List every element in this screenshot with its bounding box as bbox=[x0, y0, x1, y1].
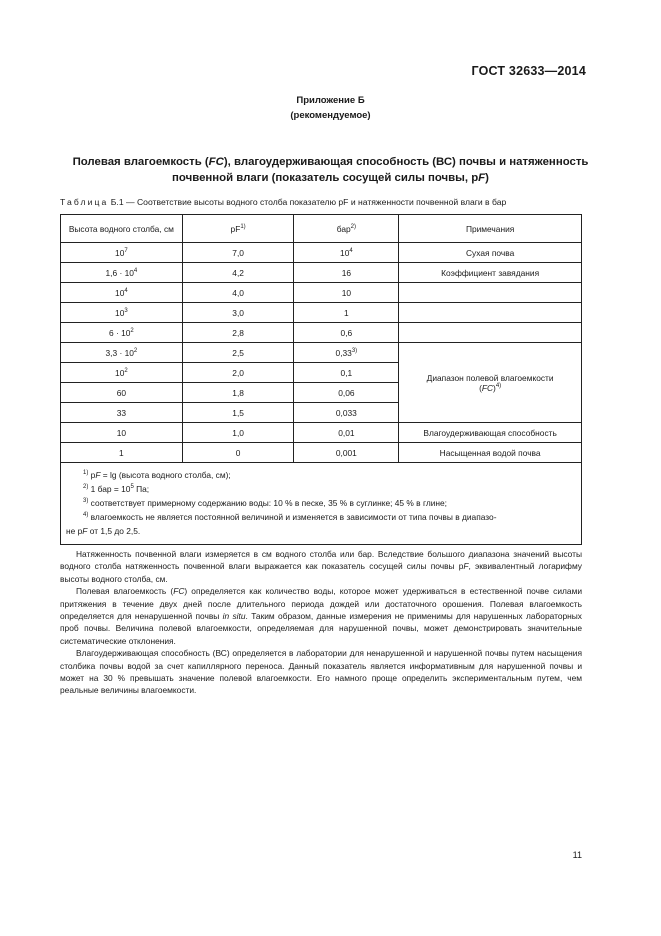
bar-cell: 0,33$^{3)}$ bbox=[294, 343, 399, 363]
height-cell: $10^4$ bbox=[61, 283, 183, 303]
bar-cell: 1 bbox=[294, 303, 399, 323]
col-header-bar: бар$^{2)}$ bbox=[294, 215, 399, 243]
pf-table bbox=[60, 214, 582, 545]
bar-cell: 16 bbox=[294, 263, 399, 283]
height-cell: 33 bbox=[61, 403, 183, 423]
paragraph: Влагоудерживающая способность (ВС) определяется в лаборатории для ненарушенной и нарушенной почвы путем насыщения столбика почвы водой за счет капиллярного переноса. Данный показатель является информативным для нарушенной почвы и может на 30 % превышать значение полевой влагоемкости. Его намного проще определить экспериментальным путем, чем реальные величины влагоемкости. bbox=[60, 648, 582, 696]
paragraph: Полевая влагоемкость (FC) определяется как количество воды, которое может удерживаться в естественной почве силами притяжения в течение двух дней после длительного периода дождей или достаточного орошения. Полевая влагоемкость определяется для ненарушенной почвы in situ. Таким образом, данные измерения не применимы для нарушенных лабораторных проб почвы. Величина полевой влагоемкости, определяемая для нарушенной почвы, может демонстрировать значительные систематические отклонения. bbox=[60, 586, 583, 646]
pf-cell: 7,0 bbox=[182, 243, 294, 263]
footnote-2: $^{2)}$ 1 бар = $10^5$ Па; bbox=[83, 484, 150, 494]
table-header-row bbox=[61, 215, 582, 243]
pf-cell: 1,5 bbox=[182, 403, 294, 423]
pf-cell: 3,0 bbox=[182, 303, 294, 323]
table-footnotes bbox=[61, 463, 582, 545]
height-cell: $1,6 \cdot 10^4$ bbox=[61, 263, 183, 283]
pf-cell: 2,0 bbox=[182, 363, 294, 383]
footnote-4-continued: не рF от 1,5 до 2,5. bbox=[66, 526, 141, 536]
table-row bbox=[61, 283, 582, 303]
bar-cell: 0,1 bbox=[294, 363, 399, 383]
height-cell: $6 \cdot 10^2$ bbox=[61, 323, 183, 343]
note-cell: Сухая почва bbox=[399, 243, 582, 263]
bar-cell: 0,001 bbox=[294, 443, 399, 463]
pf-cell: 4,0 bbox=[182, 283, 294, 303]
page-number: 11 bbox=[572, 850, 582, 860]
appendix-title: Приложение Б bbox=[296, 95, 365, 106]
bar-cell: 0,033 bbox=[294, 403, 399, 423]
paragraph: Натяженность почвенной влаги измеряется в см водного столба или бар. Вследствие большого диапазона значений высоты водного столба натяженность почвенной влаги выражается как показатель сосущей силы почвы рF, эквивалентный логарифму высоты водного столба, см. bbox=[60, 549, 582, 584]
pf-cell: 2,5 bbox=[182, 343, 294, 363]
footnote-1: $^{1)}$ рF = lg (высота водного столба, см); bbox=[83, 470, 231, 480]
bar-cell: 0,06 bbox=[294, 383, 399, 403]
table-row bbox=[61, 423, 582, 443]
footnote-4: $^{4)}$ влагоемкость не является постоянной величиной и изменяется в зависимости от типа почвы в диапазо- bbox=[83, 512, 497, 522]
height-cell: 60 bbox=[61, 383, 183, 403]
height-cell: $10^3$ bbox=[61, 303, 183, 323]
col-header-notes: Примечания bbox=[399, 215, 582, 243]
note-cell-fc-range: Диапазон полевой влагоемкости (FC)$^{4)}$ bbox=[399, 343, 582, 423]
height-cell: $10^2$ bbox=[61, 363, 183, 383]
table-row bbox=[61, 303, 582, 323]
note-cell: Насыщенная водой почва bbox=[399, 443, 582, 463]
pf-cell: 0 bbox=[182, 443, 294, 463]
section-heading: Полевая влагоемкость (FC), влагоудерживающая способность (ВС) почвы и натяженность почвенной влаги (показатель сосущей силы почвы, рF) bbox=[72, 156, 589, 184]
table-row bbox=[61, 243, 582, 263]
table-footnotes-row bbox=[61, 463, 582, 545]
table-caption: Таблица Б.1 — Соответствие высоты водного столба показателю pF и натяженности почвенной влаги в бар bbox=[60, 197, 507, 207]
height-cell: 10 bbox=[61, 423, 183, 443]
standard-number: ГОСТ 32633—2014 bbox=[471, 64, 586, 78]
note-cell bbox=[399, 303, 582, 323]
appendix-subtitle: (рекомендуемое) bbox=[290, 110, 371, 121]
pf-cell: 1,8 bbox=[182, 383, 294, 403]
note-cell bbox=[399, 283, 582, 303]
appendix-header bbox=[0, 93, 661, 123]
body-text bbox=[60, 548, 582, 697]
height-cell: $3,3 \cdot 10^2$ bbox=[61, 343, 183, 363]
col-header-pf: $pF^{1)}$ bbox=[182, 215, 294, 243]
bar-cell: 10 bbox=[294, 283, 399, 303]
table-row bbox=[61, 343, 582, 363]
bar-cell: $10^4$ bbox=[294, 243, 399, 263]
footnote-3: $^{3)}$ соответствует примерному содержанию воды: 10 % в песке, 35 % в суглинке; 45 % в глине; bbox=[83, 498, 448, 508]
note-cell: Влагоудерживающая способность bbox=[399, 423, 582, 443]
table-row bbox=[61, 323, 582, 343]
bar-cell: 0,01 bbox=[294, 423, 399, 443]
table-row bbox=[61, 263, 582, 283]
height-cell: 1 bbox=[61, 443, 183, 463]
table-row bbox=[61, 443, 582, 463]
note-cell bbox=[399, 323, 582, 343]
height-cell: $10^7$ bbox=[61, 243, 183, 263]
bar-cell: 0,6 bbox=[294, 323, 399, 343]
note-cell: Коэффициент завядания bbox=[399, 263, 582, 283]
pf-cell: 4,2 bbox=[182, 263, 294, 283]
pf-cell: 1,0 bbox=[182, 423, 294, 443]
pf-cell: 2,8 bbox=[182, 323, 294, 343]
col-header-height: Высота водного столба, см bbox=[61, 215, 183, 243]
